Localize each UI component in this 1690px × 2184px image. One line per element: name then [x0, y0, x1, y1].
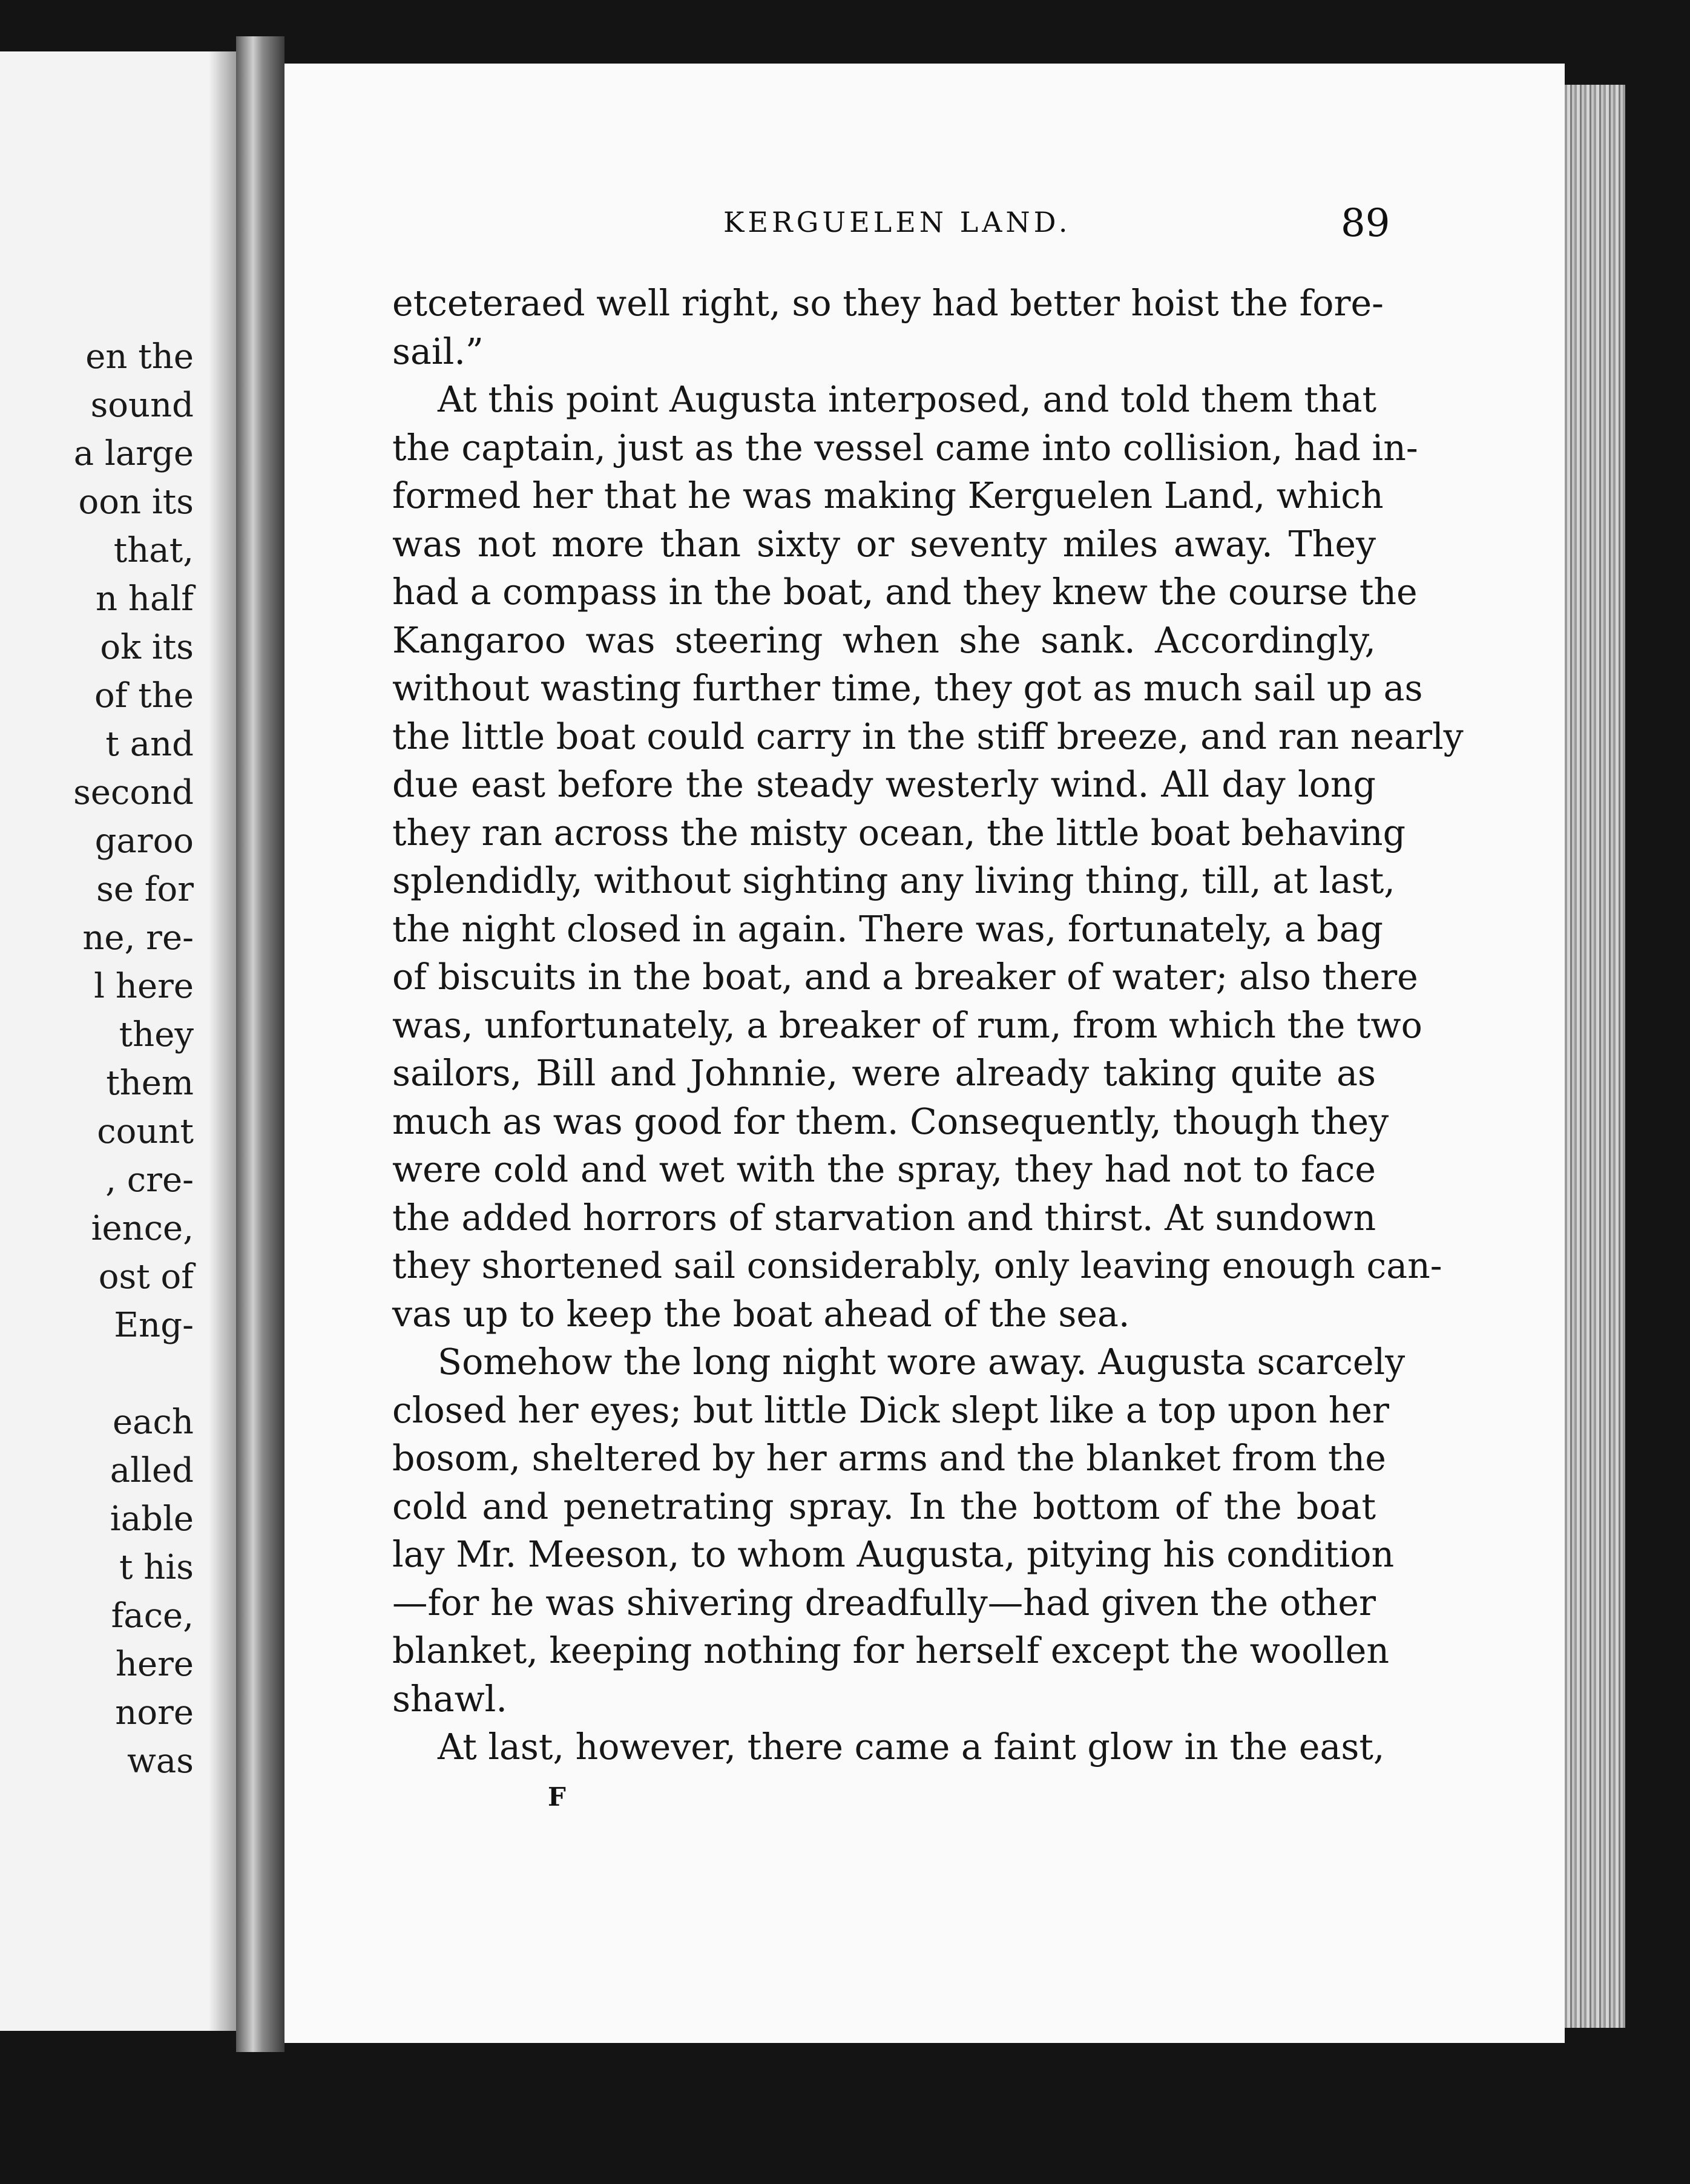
- left-page-line: t his: [119, 1548, 194, 1587]
- book-gutter: [236, 36, 284, 2052]
- text-line: blanket, keeping nothing for herself except the woollen: [392, 1630, 1390, 1671]
- text-line: vas up to keep the boat ahead of the sea.: [392, 1293, 1130, 1335]
- text-line: were cold and wet with the spray, they had not to face: [392, 1149, 1376, 1190]
- text-line: had a compass in the boat, and they knew the course the: [392, 571, 1418, 613]
- left-page-line: count: [97, 1112, 194, 1151]
- left-page-line: ience,: [91, 1209, 194, 1248]
- page-number: 89: [1341, 201, 1390, 246]
- left-page-line: garoo: [94, 821, 194, 861]
- left-page-line: ne, re-: [82, 918, 194, 958]
- left-page-line: that,: [113, 531, 194, 570]
- left-page-line: each: [113, 1403, 194, 1442]
- left-page-line: , cre-: [105, 1160, 194, 1200]
- left-page-line: nore: [115, 1693, 194, 1732]
- left-page-line: se for: [96, 870, 194, 909]
- left-page-text: [73, 333, 194, 1786]
- text-line: was, unfortunately, a breaker of rum, from which the two: [392, 1004, 1422, 1046]
- text-line: without wasting further time, they got as much sail up as: [392, 668, 1423, 709]
- left-page-line: face,: [111, 1596, 194, 1636]
- left-page-line: a large: [73, 434, 194, 473]
- left-page-line: was: [127, 1742, 194, 1781]
- left-page-line: n half: [96, 579, 194, 619]
- left-page-line: l here: [94, 967, 194, 1006]
- left-page-line: here: [115, 1645, 194, 1684]
- text-line: the little boat could carry in the stiff breeze, and ran nearly: [392, 715, 1464, 757]
- running-head: KERGUELEN LAND.: [723, 206, 1071, 238]
- body-text: [392, 280, 1464, 1772]
- left-page-line: oon its: [78, 482, 194, 522]
- text-line: —for he was shivering dreadfully—had given the other: [392, 1582, 1376, 1623]
- text-line: was not more than sixty or seventy miles away. They: [392, 523, 1376, 565]
- text-line: they shortened sail considerably, only leaving enough can-: [392, 1245, 1442, 1286]
- text-line: At last, however, there came a faint glow in the east,: [438, 1726, 1385, 1768]
- left-page-line: alled: [110, 1451, 194, 1490]
- text-line: etceteraed well right, so they had better hoist the fore-: [392, 283, 1384, 324]
- text-line: lay Mr. Meeson, to whom Augusta, pitying his condition: [392, 1534, 1395, 1575]
- text-line: bosom, sheltered by her arms and the blanket from the: [392, 1438, 1386, 1479]
- text-line: shawl.: [392, 1678, 507, 1720]
- text-line: Somehow the long night wore away. Augusta scarcely: [438, 1341, 1406, 1383]
- left-page-line: en the: [85, 337, 194, 377]
- left-page-line: t and: [105, 725, 194, 764]
- text-line: cold and penetrating spray. In the bottom of the boat: [392, 1485, 1376, 1527]
- text-line: splendidly, without sighting any living thing, till, at last,: [392, 860, 1395, 901]
- text-line: the night closed in again. There was, fortunately, a bag: [392, 908, 1383, 950]
- left-page-line: [73, 1350, 194, 1398]
- left-page-line: of the: [94, 676, 194, 715]
- left-page-line: them: [106, 1064, 194, 1103]
- text-line: the captain, just as the vessel came into collision, had in-: [392, 427, 1418, 469]
- left-page-line: iable: [110, 1499, 194, 1539]
- text-line: much as was good for them. Consequently, though they: [392, 1100, 1389, 1142]
- left-page-line: second: [73, 773, 194, 812]
- left-page-line: Eng-: [114, 1306, 194, 1345]
- text-line: due east before the steady westerly wind. All day long: [392, 764, 1376, 805]
- text-line: the added horrors of starvation and thirst. At sundown: [392, 1197, 1376, 1238]
- text-line: At this point Augusta interposed, and told them that: [438, 379, 1376, 420]
- text-line: closed her eyes; but little Dick slept like a top upon her: [392, 1389, 1389, 1431]
- text-line: formed her that he was making Kerguelen Land, which: [392, 475, 1384, 516]
- text-line: sailors, Bill and Johnnie, were already taking quite as: [392, 1053, 1376, 1094]
- text-line: they ran across the misty ocean, the little boat behaving: [392, 812, 1406, 854]
- text-line: sail.”: [392, 331, 484, 372]
- left-page: [0, 51, 236, 2031]
- left-page-line: they: [119, 1015, 194, 1054]
- text-line: of biscuits in the boat, and a breaker of water; also there: [392, 956, 1418, 998]
- text-line: Kangaroo was steering when she sank. Accordingly,: [392, 619, 1376, 661]
- signature-mark: F: [548, 1782, 566, 1812]
- left-page-line: ost of: [98, 1257, 194, 1297]
- left-page-line: sound: [90, 386, 194, 425]
- left-page-line: ok its: [100, 628, 194, 667]
- page-edges: [1565, 85, 1625, 2028]
